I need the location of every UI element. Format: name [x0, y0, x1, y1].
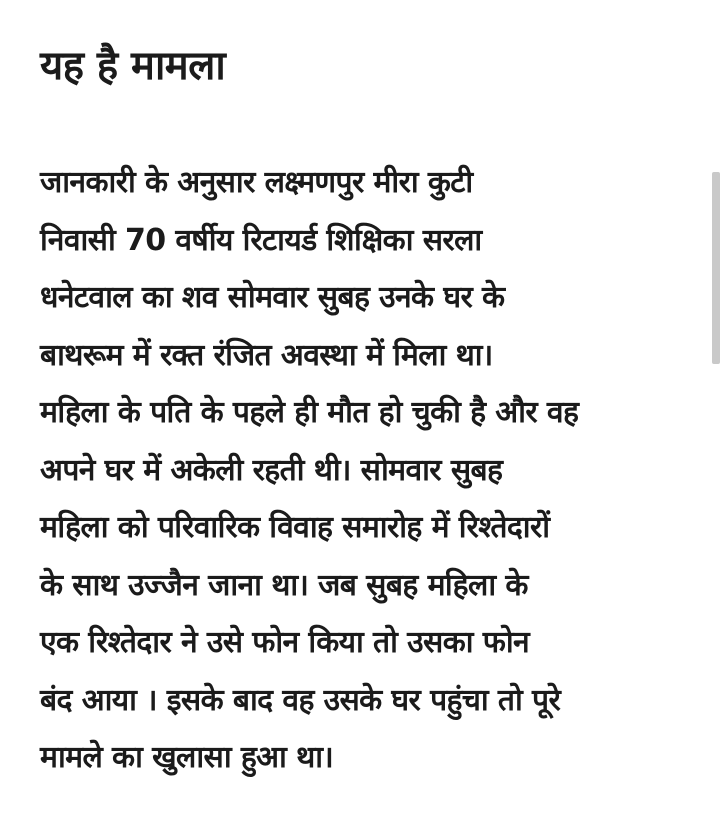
body-line: अपने घर में अकेली रहती थी। सोमवार सुबह	[40, 452, 503, 488]
scrollbar-thumb[interactable]	[712, 172, 720, 364]
body-line: के साथ उज्जैन जाना था। जब सुबह महिला के	[40, 567, 528, 603]
body-line: महिला के पति के पहले ही मौत हो चुकी है और वह	[40, 395, 579, 430]
body-line: जानकारी के अनुसार लक्ष्मणपुर मीरा कुटी	[40, 165, 473, 200]
article-heading: यह है मामला	[40, 43, 226, 89]
body-line: धनेटवाल का शव सोमवार सुबह उनके घर के	[40, 280, 505, 315]
body-line: मामले का खुलासा हुआ था।	[40, 740, 334, 775]
body-line: महिला को परिवारिक विवाह समारोह में रिश्तेदारों	[40, 510, 550, 545]
article-body	[40, 154, 578, 787]
body-line: बाथरूम में रक्त रंजित अवस्था में मिला था।	[40, 337, 493, 373]
body-line: बंद आया । इसके बाद वह उसके घर पहुंचा तो पूरे	[40, 682, 561, 718]
body-line: निवासी 70 वर्षीय रिटायर्ड शिक्षिका सरला	[40, 222, 482, 258]
body-line: एक रिश्तेदार ने उसे फोन किया तो उसका फोन	[40, 625, 530, 660]
